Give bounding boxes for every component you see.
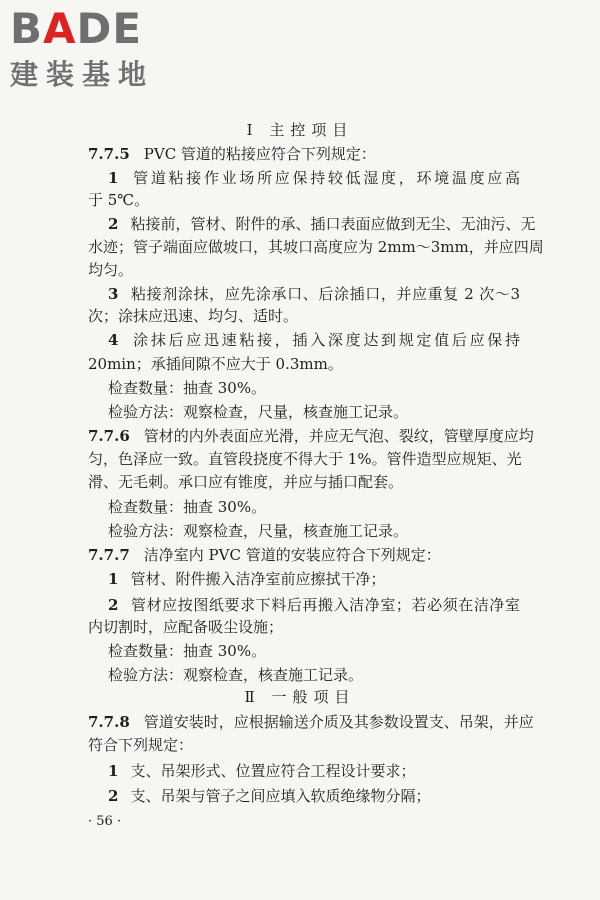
logo-wordmark: BADE bbox=[10, 4, 143, 53]
clause-7-7-5-title: 7.7.5 PVC 管道的粘接应符合下列规定： bbox=[88, 145, 376, 163]
clause-7-7-8-line-2: 符合下列规定： bbox=[88, 736, 194, 754]
clause-7-7-7-check-method: 检验方法：观察检查，核查施工记录。 bbox=[108, 666, 364, 684]
section-heading-general-items: Ⅱ 一般项目 bbox=[244, 688, 356, 706]
clause-7-7-5-check-method: 检验方法：观察检查，尺量，核查施工记录。 bbox=[108, 403, 409, 421]
section-heading-main-items: Ⅰ 主控项目 bbox=[246, 121, 354, 139]
clause-7-7-5-item-1-cont: 于 5℃。 bbox=[88, 191, 150, 209]
clause-number: 7.7.5 bbox=[88, 145, 130, 163]
clause-number: 7.7.8 bbox=[88, 713, 130, 731]
clause-7-7-5-item-4: 4 涂抹后应迅速粘接，插入深度达到规定值后应保持 bbox=[108, 331, 520, 349]
clause-number: 7.7.6 bbox=[88, 427, 130, 445]
clause-7-7-5-check-quantity: 检查数量：抽查 30%。 bbox=[108, 379, 267, 397]
clause-7-7-7-item-1: 1 管材、附件搬入洁净室前应擦拭干净； bbox=[108, 570, 386, 588]
clause-7-7-5-item-1: 1 管道粘接作业场所应保持较低湿度，环境温度应高 bbox=[108, 169, 520, 187]
page-number: · 56 · bbox=[88, 814, 122, 829]
clause-7-7-5-item-3: 3 粘接剂涂抹，应先涂承口、后涂插口，并应重复 2 次～3 bbox=[108, 285, 520, 303]
clause-7-7-5-item-2-end: 均匀。 bbox=[88, 261, 134, 279]
clause-7-7-7-item-2: 2 管材应按图纸要求下料后再搬入洁净室；若必须在洁净室 bbox=[108, 596, 520, 614]
clause-7-7-8-item-2: 2 支、吊架与管子之间应填入软质绝缘物分隔； bbox=[108, 787, 431, 805]
clause-7-7-7-item-2-cont: 内切割时，应配备吸尘设施； bbox=[88, 618, 284, 636]
logo-subtitle: 建装基地 bbox=[10, 58, 155, 91]
clause-7-7-8-item-1: 1 支、吊架形式、位置应符合工程设计要求； bbox=[108, 762, 416, 780]
clause-7-7-6-line-3: 滑、无毛刺。承口应有锥度，并应与插口配套。 bbox=[88, 473, 404, 491]
clause-7-7-6-check-quantity: 检查数量：抽查 30%。 bbox=[108, 498, 267, 516]
clause-7-7-5-item-4-cont: 20min；承插间隙不应大于 0.3mm。 bbox=[88, 355, 343, 373]
clause-number: 7.7.7 bbox=[88, 546, 130, 564]
clause-7-7-6-line-2: 匀，色泽应一致。直管段挠度不得大于 1%。管件造型应规矩、光 bbox=[88, 450, 522, 468]
clause-7-7-6-line-1: 7.7.6 管材的内外表面应光滑，并应无气泡、裂纹，管壁厚度应均 bbox=[88, 427, 534, 445]
clause-7-7-5-item-2-cont: 水迹；管子端面应做坡口，其坡口高度应为 2mm～3mm，并应四周 bbox=[88, 238, 544, 256]
clause-7-7-7-title: 7.7.7 洁净室内 PVC 管道的安装应符合下列规定： bbox=[88, 546, 441, 564]
clause-7-7-8-line-1: 7.7.8 管道安装时，应根据输送介质及其参数设置支、吊架，并应 bbox=[88, 713, 534, 731]
clause-7-7-6-check-method: 检验方法：观察检查，尺量，核查施工记录。 bbox=[108, 522, 409, 540]
clause-7-7-5-item-2: 2 粘接前，管材、附件的承、插口表面应做到无尘、无油污、无 bbox=[108, 215, 536, 233]
clause-7-7-5-item-3-cont: 次；涂抹应迅速、均匀、适时。 bbox=[88, 307, 299, 325]
clause-7-7-7-check-quantity: 检查数量：抽查 30%。 bbox=[108, 642, 267, 660]
